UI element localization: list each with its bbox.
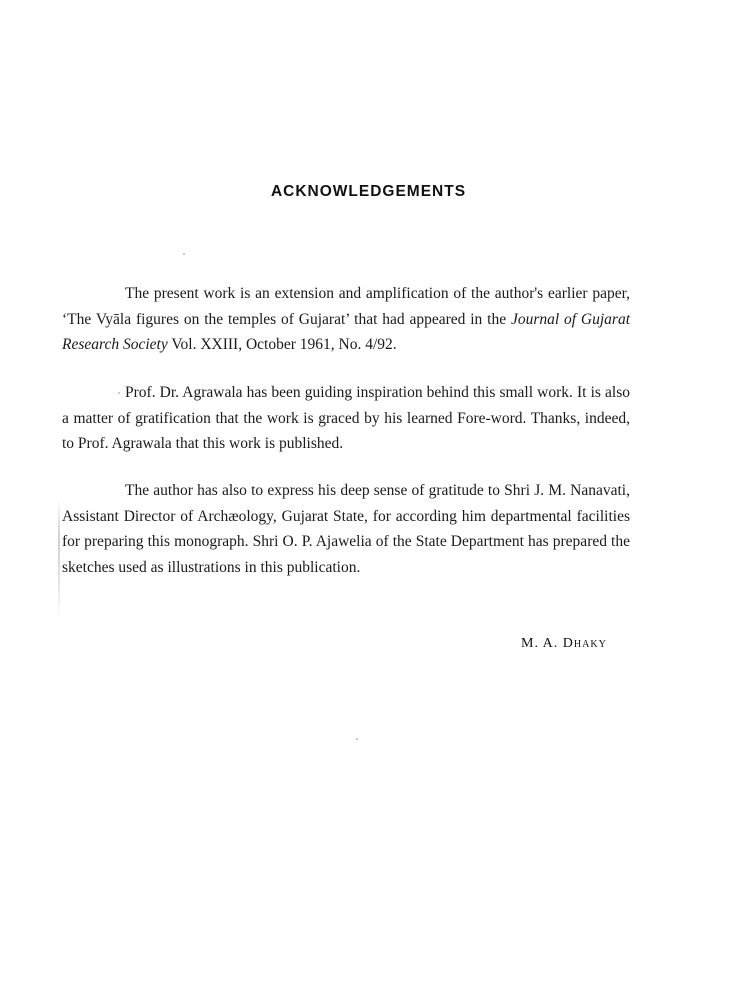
paragraph-3	[62, 478, 630, 580]
scan-speck	[118, 392, 120, 394]
signature-initials: M. A.	[521, 636, 563, 651]
scan-speck	[183, 253, 185, 255]
paragraph-2-text: Prof. Dr. Agrawala has been guiding inspiration behind this small work. It is also a matter of gratification that the work is graced by his learned Fore-word. Thanks, indeed, to Prof. Agrawala that this work is published.	[62, 384, 630, 452]
paragraph-2	[62, 380, 630, 457]
signature-surname: Dhaky	[562, 636, 607, 651]
author-signature	[521, 636, 607, 652]
paragraph-1-text-after: Vol. XXIII, October 1961, No. 4/92.	[167, 336, 397, 353]
paragraph-3-text: The author has also to express his deep sense of gratitude to Shri J. M. Nanavati, Assistant Director of Archæology, Gujarat State, for according him departmental facilities for preparing this monograph. Shri O. P. Ajawelia of the State Department has prepared the sketches used as illustrations in this publication.	[62, 482, 630, 576]
journal-title: Journal of Gujarat Research Society	[62, 310, 630, 353]
paragraph-1	[62, 281, 630, 358]
scan-edge-mark	[58, 498, 60, 618]
paragraph-1-text-before: The present work is an extension and amplification of the author's earlier paper, ‘The Vyāla figures on the temples of Gujarat’ that had appeared in the	[62, 285, 630, 328]
scan-speck	[356, 738, 358, 740]
page-title: ACKNOWLEDGEMENTS	[270, 183, 467, 200]
